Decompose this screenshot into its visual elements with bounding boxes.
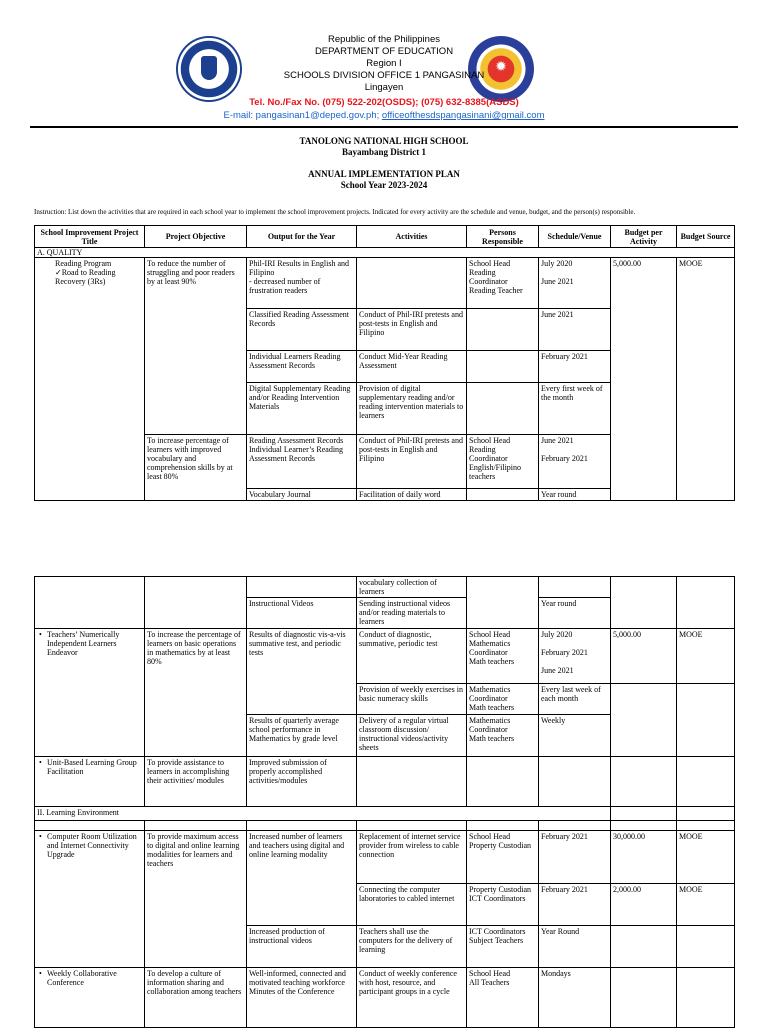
schedule-cell: July 2020 June 2021 bbox=[539, 258, 611, 309]
activity-cell: Provision of digital supplementary reading and/or reading intervention materials to learners bbox=[357, 383, 467, 435]
output-cell: Digital Supplementary Reading and/or Reading Intervention Materials bbox=[247, 383, 357, 435]
project-title-computer bbox=[35, 831, 145, 968]
empty-cell bbox=[677, 821, 735, 831]
col-header: Activities bbox=[357, 226, 467, 248]
spacer-row bbox=[35, 821, 735, 831]
email-link[interactable]: officeofthesdspangasinani@gmail.com bbox=[381, 110, 545, 121]
output-cell bbox=[247, 577, 357, 598]
col-header: Budget Source bbox=[677, 226, 735, 248]
budget-cell bbox=[611, 968, 677, 1028]
activity-cell: vocabulary collection of learners bbox=[357, 577, 467, 598]
output-cell: Results of quarterly average school performance in Mathematics by grade level bbox=[247, 715, 357, 757]
aip-table-page-2 bbox=[34, 576, 735, 1028]
activity-cell: Conduct of weekly conference with host, resource, and participant groups in a cycle bbox=[357, 968, 467, 1028]
contact-line: Tel. No./Fax No. (075) 522-202(OSDS); (075) 632-8385(ASDS) bbox=[249, 97, 519, 108]
output-cell: Improved submission of properly accomplished activities/modules bbox=[247, 757, 357, 807]
email-line bbox=[0, 110, 768, 122]
persons-cell: School Head Reading Coordinator English/Filipino teachers bbox=[467, 435, 539, 489]
output-cell: Instructional Videos bbox=[247, 598, 357, 629]
persons-cell: School Head Mathematics Coordinator Math teachers bbox=[467, 629, 539, 684]
persons-cell: ICT Coordinators Subject Teachers bbox=[467, 926, 539, 968]
source-cell bbox=[677, 926, 735, 968]
activity-cell: Replacement of internet service provider from wireless to cable connection bbox=[357, 831, 467, 884]
schedule-cell: Mondays bbox=[539, 968, 611, 1028]
empty-cell bbox=[467, 821, 539, 831]
project-title-text: • Unit-Based Learning Group Facilitation bbox=[37, 758, 142, 776]
activity-cell bbox=[357, 757, 467, 807]
schedule-cell: Year round bbox=[539, 489, 611, 501]
activity-cell: Provision of weekly exercises in basic numeracy skills bbox=[357, 684, 467, 715]
budget-cell: 30,000.00 bbox=[611, 831, 677, 884]
section-row bbox=[35, 248, 735, 258]
source-cell bbox=[677, 577, 735, 629]
persons-cell: School Head All Teachers bbox=[467, 968, 539, 1028]
source-cell bbox=[677, 968, 735, 1028]
empty-cell bbox=[357, 821, 467, 831]
republic-line: Republic of the Philippines bbox=[328, 34, 440, 45]
schedule-cell bbox=[539, 577, 611, 598]
objective-cell: To increase percentage of learners with improved vocabulary and comprehension skills by at least 80% bbox=[145, 435, 247, 501]
section-environment: II. Learning Environment bbox=[35, 807, 611, 821]
persons-cell: Property Custodian ICT Coordinators bbox=[467, 884, 539, 926]
schedule-cell: Every first week of the month bbox=[539, 383, 611, 435]
persons-cell bbox=[467, 383, 539, 435]
objective-cell: To reduce the number of struggling and poor readers by at least 90% bbox=[145, 258, 247, 435]
schedule-cell: Weekly bbox=[539, 715, 611, 757]
activity-cell: Teachers shall use the computers for the delivery of learning bbox=[357, 926, 467, 968]
budget-cell bbox=[611, 684, 677, 757]
budget-cell: 5,000.00 bbox=[611, 629, 677, 684]
objective-cell: To provide maximum access to digital and online learning modalities for learners and teachers bbox=[145, 831, 247, 968]
output-cell: Reading Assessment Records Individual Learner’s Reading Assessment Records bbox=[247, 435, 357, 489]
persons-cell: School Head Property Custodian bbox=[467, 831, 539, 884]
activity-cell: Facilitation of daily word bbox=[357, 489, 467, 501]
project-title-reading: Reading Program ✓Road to Reading Recovery (3Rs) bbox=[35, 258, 145, 501]
schedule-cell: July 2020 February 2021 June 2021 bbox=[539, 629, 611, 684]
col-header: Project Objective bbox=[145, 226, 247, 248]
source-cell bbox=[677, 684, 735, 757]
source-cell: MOOE bbox=[677, 831, 735, 884]
col-header: Output for the Year bbox=[247, 226, 357, 248]
school-district: Bayambang District 1 bbox=[342, 147, 426, 157]
budget-cell bbox=[611, 577, 677, 629]
budget-cell: 5,000.00 bbox=[611, 258, 677, 501]
persons-cell bbox=[467, 757, 539, 807]
persons-cell: School Head Reading Coordinator Reading Teacher bbox=[467, 258, 539, 309]
activity-cell: Delivery of a regular virtual classroom discussion/ instructional videos/activity sheets bbox=[357, 715, 467, 757]
activity-cell: Conduct of Phil-IRI pretests and post-tests in English and Filipino bbox=[357, 309, 467, 351]
activity-cell: Conduct of Phil-IRI pretests and post-tests in English and Filipino bbox=[357, 435, 467, 489]
persons-cell bbox=[467, 489, 539, 501]
instruction-text: Instruction: List down the activities that are required in each school year to implement the school improvement projects. Indicated for every activity are the schedule and venue, budget, and the person(s) responsible. bbox=[34, 208, 636, 216]
section-row bbox=[35, 807, 735, 821]
objective-cell: To increase the percentage of learners on basic operations in mathematics by at least 80% bbox=[145, 629, 247, 757]
table-row bbox=[35, 577, 735, 598]
plan-title: ANNUAL IMPLEMENTATION PLAN bbox=[308, 169, 460, 179]
persons-cell: Mathematics Coordinator Math teachers bbox=[467, 715, 539, 757]
schedule-cell: Every last week of each month bbox=[539, 684, 611, 715]
persons-cell bbox=[467, 577, 539, 629]
source-cell: MOOE bbox=[677, 258, 735, 501]
output-cell: Phil-IRI Results in English and Filipino - decreased number of frustration readers bbox=[247, 258, 357, 309]
empty-cell bbox=[35, 821, 145, 831]
project-title-text: • Teachers’ Numerically Independent Learners Endeavor bbox=[37, 630, 142, 657]
source-cell bbox=[677, 757, 735, 807]
empty-cell bbox=[247, 821, 357, 831]
school-name: TANOLONG NATIONAL HIGH SCHOOL bbox=[299, 136, 469, 146]
project-title-unit bbox=[35, 757, 145, 807]
email-prefix: E-mail: pangasinan1@deped.gov.ph; bbox=[223, 110, 382, 121]
sun-icon: ✹ bbox=[495, 60, 507, 75]
output-cell: Classified Reading Assessment Records bbox=[247, 309, 357, 351]
activity-cell: Sending instructional videos and/or reading materials to learners bbox=[357, 598, 467, 629]
header-rule bbox=[30, 126, 738, 128]
department-line: DEPARTMENT OF EDUCATION bbox=[314, 46, 454, 57]
activity-cell: Connecting the computer laboratories to cabled internet bbox=[357, 884, 467, 926]
empty-cell bbox=[611, 821, 677, 831]
output-cell: Increased number of learners and teachers using digital and online learning modality bbox=[247, 831, 357, 926]
objective-cell bbox=[145, 577, 247, 629]
document-page-2 bbox=[0, 576, 768, 1024]
page-break bbox=[0, 520, 768, 576]
objective-cell: To provide assistance to learners in accomplishing their activities/ modules bbox=[145, 757, 247, 807]
persons-cell: Mathematics Coordinator Math teachers bbox=[467, 684, 539, 715]
persons-cell bbox=[467, 309, 539, 351]
budget-cell bbox=[611, 757, 677, 807]
schedule-cell: Year round bbox=[539, 598, 611, 629]
empty-cell bbox=[145, 821, 247, 831]
table-header-row bbox=[35, 226, 735, 248]
activity-cell: Conduct of diagnostic, summative, periodic test bbox=[357, 629, 467, 684]
project-title-text: • Computer Room Utilization and Internet Connectivity Upgrade bbox=[37, 832, 142, 859]
project-title-cell bbox=[35, 577, 145, 629]
section-quality: A. QUALITY bbox=[35, 248, 735, 258]
output-cell: Well-informed, connected and motivated teaching workforce Minutes of the Conference bbox=[247, 968, 357, 1028]
region-line: Region I bbox=[366, 58, 402, 69]
col-header: Schedule/Venue bbox=[539, 226, 611, 248]
col-header: Budget per Activity bbox=[611, 226, 677, 248]
division-line: SCHOOLS DIVISION OFFICE 1 PANGASINAN bbox=[283, 70, 485, 81]
project-title-text: • Weekly Collaborative Conference bbox=[37, 969, 142, 987]
col-header: Persons Responsible bbox=[467, 226, 539, 248]
budget-cell bbox=[611, 807, 677, 821]
town-line: Lingayen bbox=[364, 82, 404, 93]
activity-cell bbox=[357, 258, 467, 309]
table-row bbox=[35, 831, 735, 884]
schedule-cell: February 2021 bbox=[539, 831, 611, 884]
persons-cell bbox=[467, 351, 539, 383]
schedule-cell: Year Round bbox=[539, 926, 611, 968]
table-row bbox=[35, 968, 735, 1028]
table-row bbox=[35, 629, 735, 684]
schedule-cell: February 2021 bbox=[539, 884, 611, 926]
output-cell: Increased production of instructional videos bbox=[247, 926, 357, 968]
plan-year: School Year 2023-2024 bbox=[340, 180, 428, 190]
schedule-cell: February 2021 bbox=[539, 351, 611, 383]
budget-cell bbox=[611, 926, 677, 968]
project-title-conference bbox=[35, 968, 145, 1028]
schedule-cell: June 2021 February 2021 bbox=[539, 435, 611, 489]
budget-cell: 2,000.00 bbox=[611, 884, 677, 926]
table-row bbox=[35, 258, 735, 309]
output-cell: Vocabulary Journal bbox=[247, 489, 357, 501]
source-cell: MOOE bbox=[677, 884, 735, 926]
project-title-math bbox=[35, 629, 145, 757]
output-cell: Individual Learners Reading Assessment Records bbox=[247, 351, 357, 383]
schedule-cell bbox=[539, 757, 611, 807]
aip-table-page-1 bbox=[34, 225, 735, 501]
table-row bbox=[35, 757, 735, 807]
source-cell bbox=[677, 807, 735, 821]
schedule-cell: June 2021 bbox=[539, 309, 611, 351]
source-cell: MOOE bbox=[677, 629, 735, 684]
output-cell: Results of diagnostic vis-a-vis summative test, and periodic tests bbox=[247, 629, 357, 715]
empty-cell bbox=[539, 821, 611, 831]
col-header: School Improvement Project Title bbox=[35, 226, 145, 248]
activity-cell: Conduct Mid-Year Reading Assessment bbox=[357, 351, 467, 383]
objective-cell: To develop a culture of information sharing and collaboration among teachers bbox=[145, 968, 247, 1028]
